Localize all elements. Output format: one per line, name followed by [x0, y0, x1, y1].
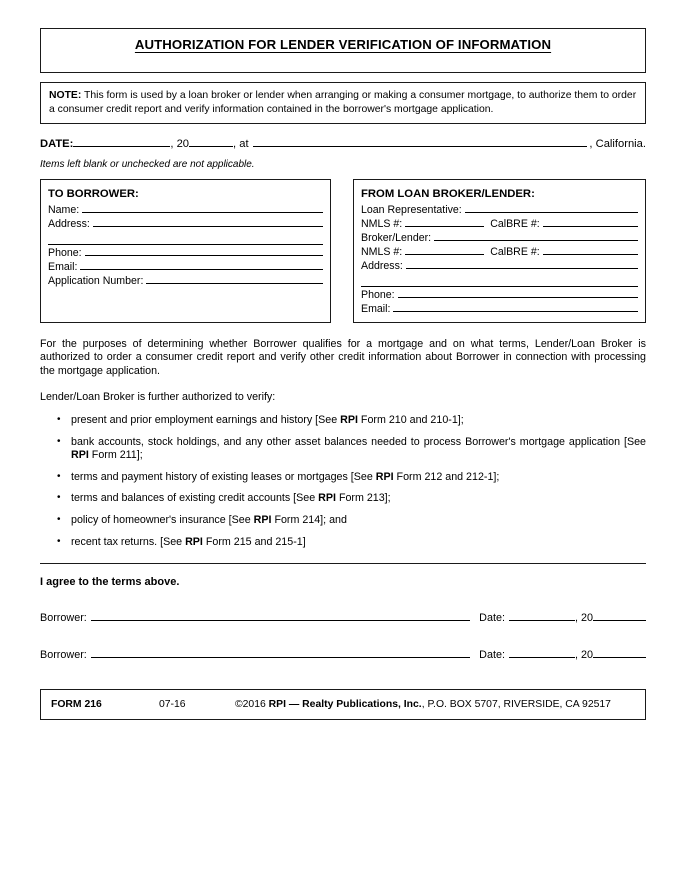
copyright-publisher: RPI — Realty Publications, Inc. — [268, 698, 422, 710]
lender-email-row — [361, 301, 638, 315]
section-divider — [40, 563, 646, 564]
lender-nmls-label-1: NMLS #: — [361, 217, 403, 230]
blank-items-note: Items left blank or unchecked are not applicable. — [40, 158, 255, 170]
date-year-prefix: , 20 — [170, 137, 190, 150]
borrower-box-title: TO BORROWER: — [48, 187, 139, 200]
borrower-email-row — [48, 259, 323, 273]
borrower-phone-field[interactable] — [85, 245, 323, 256]
borrower-phone-label: Phone: — [48, 246, 82, 259]
lender-email-field[interactable] — [393, 301, 638, 312]
borrower-name-row — [48, 202, 323, 216]
bullet-bold-3: RPI — [318, 492, 336, 505]
bullet-pre-1: bank accounts, stock holdings, and any other asset balances needed to process Borrower's mortgage application [See — [71, 435, 646, 448]
copyright-address: , P.O. BOX 5707, RIVERSIDE, CA 92517 — [421, 698, 611, 710]
borrower-name-label: Name: — [48, 203, 80, 216]
bullet-bold-2: RPI — [375, 470, 394, 483]
bullet-post-1: Form 211]; — [88, 449, 143, 462]
lender-brokerlender-field[interactable] — [434, 230, 638, 241]
bullet-post-0: Form 210 and 210-1]; — [357, 414, 464, 426]
borrower-address-label: Address: — [48, 217, 90, 230]
signature-year-field-2[interactable] — [593, 646, 646, 657]
note-box — [40, 82, 646, 124]
bullet-pre-3: terms and balances of existing credit accounts [See — [71, 492, 319, 505]
borrower-application-field[interactable] — [146, 273, 323, 284]
signature-row-1 — [40, 610, 646, 624]
signature-year-prefix-1: , 20 — [574, 612, 593, 625]
lender-calbre-label-1: CalBRE #: — [490, 217, 540, 230]
lender-calbre-field-1[interactable] — [543, 216, 638, 227]
list-item — [40, 536, 646, 550]
page-title: AUTHORIZATION FOR LENDER VERIFICATION OF INFORMATION — [134, 37, 552, 52]
borrower-signature-label-2: Borrower: — [40, 648, 87, 661]
borrower-email-field[interactable] — [80, 259, 323, 270]
list-item — [40, 414, 646, 428]
form-page — [40, 0, 646, 720]
borrower-phone-row — [48, 245, 323, 259]
borrower-address-field-line2[interactable] — [48, 230, 323, 245]
bullet-pre-2: terms and payment history of existing leases or mortgages [See — [71, 470, 376, 483]
borrower-address-field[interactable] — [93, 216, 323, 227]
form-revision-date: 07-16 — [159, 698, 186, 710]
lender-address-field[interactable] — [406, 258, 638, 269]
signature-row-2 — [40, 646, 646, 660]
signature-date-field-1[interactable] — [509, 610, 575, 621]
title-box — [40, 28, 646, 73]
date-label: DATE: — [40, 137, 74, 150]
lender-box — [353, 179, 646, 323]
lender-nmls-row-1 — [361, 216, 638, 230]
date-place-field[interactable] — [253, 135, 588, 147]
list-item — [40, 514, 646, 528]
form-number: FORM 216 — [51, 698, 102, 710]
signature-date-label-2: Date: — [479, 648, 505, 661]
lender-address-row — [361, 258, 638, 272]
bullet-post-2: Form 212 and 212-1]; — [393, 470, 500, 483]
bullet-pre-0: present and prior employment earnings and history [See — [71, 414, 341, 426]
bullet-bold-1: RPI — [71, 449, 89, 462]
lender-address-label: Address: — [361, 259, 403, 272]
borrower-address-row — [48, 216, 323, 230]
lender-phone-label: Phone: — [361, 288, 395, 301]
bullet-pre-5: recent tax returns. [See — [71, 535, 186, 548]
copyright-pre: ©2016 — [235, 698, 269, 710]
lender-email-label: Email: — [361, 302, 391, 315]
lender-calbre-label-2: CalBRE #: — [490, 245, 540, 258]
bullet-post-4: Form 214]; and — [271, 513, 347, 526]
bullet-post-5: Form 215 and 215-1] — [202, 535, 306, 548]
lender-calbre-field-2[interactable] — [543, 244, 638, 255]
party-boxes — [40, 179, 646, 323]
signature-date-field-2[interactable] — [509, 646, 575, 657]
lender-nmls-field-1[interactable] — [405, 216, 484, 227]
lender-nmls-field-2[interactable] — [405, 244, 484, 255]
list-item — [40, 471, 646, 485]
signature-year-prefix-2: , 20 — [574, 648, 593, 661]
agreement-statement: I agree to the terms above. — [40, 576, 180, 589]
lender-representative-row — [361, 202, 638, 216]
bullet-bold-0: RPI — [340, 414, 358, 426]
bullet-bold-4: RPI — [253, 513, 272, 526]
borrower-name-field[interactable] — [82, 202, 323, 213]
lender-nmls-label-2: NMLS #: — [361, 245, 403, 258]
lender-representative-field[interactable] — [465, 202, 638, 213]
borrower-signature-field-1[interactable] — [91, 610, 470, 621]
borrower-signature-label-1: Borrower: — [40, 612, 87, 625]
lender-phone-field[interactable] — [398, 287, 638, 298]
borrower-box — [40, 179, 331, 323]
footer-box — [40, 689, 646, 720]
verify-bullet-list — [40, 414, 646, 549]
borrower-email-label: Email: — [48, 260, 78, 273]
bullet-pre-4: policy of homeowner's insurance [See — [71, 513, 254, 526]
bullet-post-3: Form 213]; — [335, 492, 391, 505]
lender-representative-label: Loan Representative: — [361, 203, 462, 216]
date-state-label: , California. — [589, 137, 646, 150]
list-item — [40, 436, 646, 463]
lender-brokerlender-row — [361, 230, 638, 244]
lender-nmls-row-2 — [361, 244, 638, 258]
lender-box-title: FROM LOAN BROKER/LENDER: — [361, 187, 535, 200]
bullet-bold-5: RPI — [185, 535, 203, 548]
date-year-field[interactable] — [189, 135, 233, 147]
signature-year-field-1[interactable] — [593, 610, 646, 621]
signature-date-label-1: Date: — [479, 612, 505, 625]
lender-brokerlender-label: Broker/Lender: — [361, 231, 432, 244]
date-day-field[interactable] — [73, 135, 170, 147]
lender-address-field-line2[interactable] — [361, 272, 638, 287]
date-line — [40, 135, 646, 150]
note-label: NOTE: — [49, 90, 82, 101]
borrower-application-label: Application Number: — [48, 274, 144, 287]
copyright-notice — [235, 699, 611, 710]
authorization-paragraph: For the purposes of determining whether Borrower qualifies for a mortgage and on what terms, Lender/Loan Broker is authorized to order a consumer credit report and verify other credit information about Borrower in connection with processing the mortgage application. — [40, 337, 646, 377]
lender-phone-row — [361, 287, 638, 301]
note-text: This form is used by a loan broker or lender when arranging or making a consumer mortgage, to authorize them to order a consumer credit report and verify information contained in the borrower's mortgage application. — [49, 90, 637, 115]
borrower-application-row — [48, 273, 323, 287]
verify-intro-paragraph: Lender/Loan Broker is further authorized to verify: — [40, 391, 276, 404]
borrower-signature-field-2[interactable] — [91, 646, 470, 657]
list-item — [40, 492, 646, 506]
date-at-label: , at — [233, 137, 249, 150]
